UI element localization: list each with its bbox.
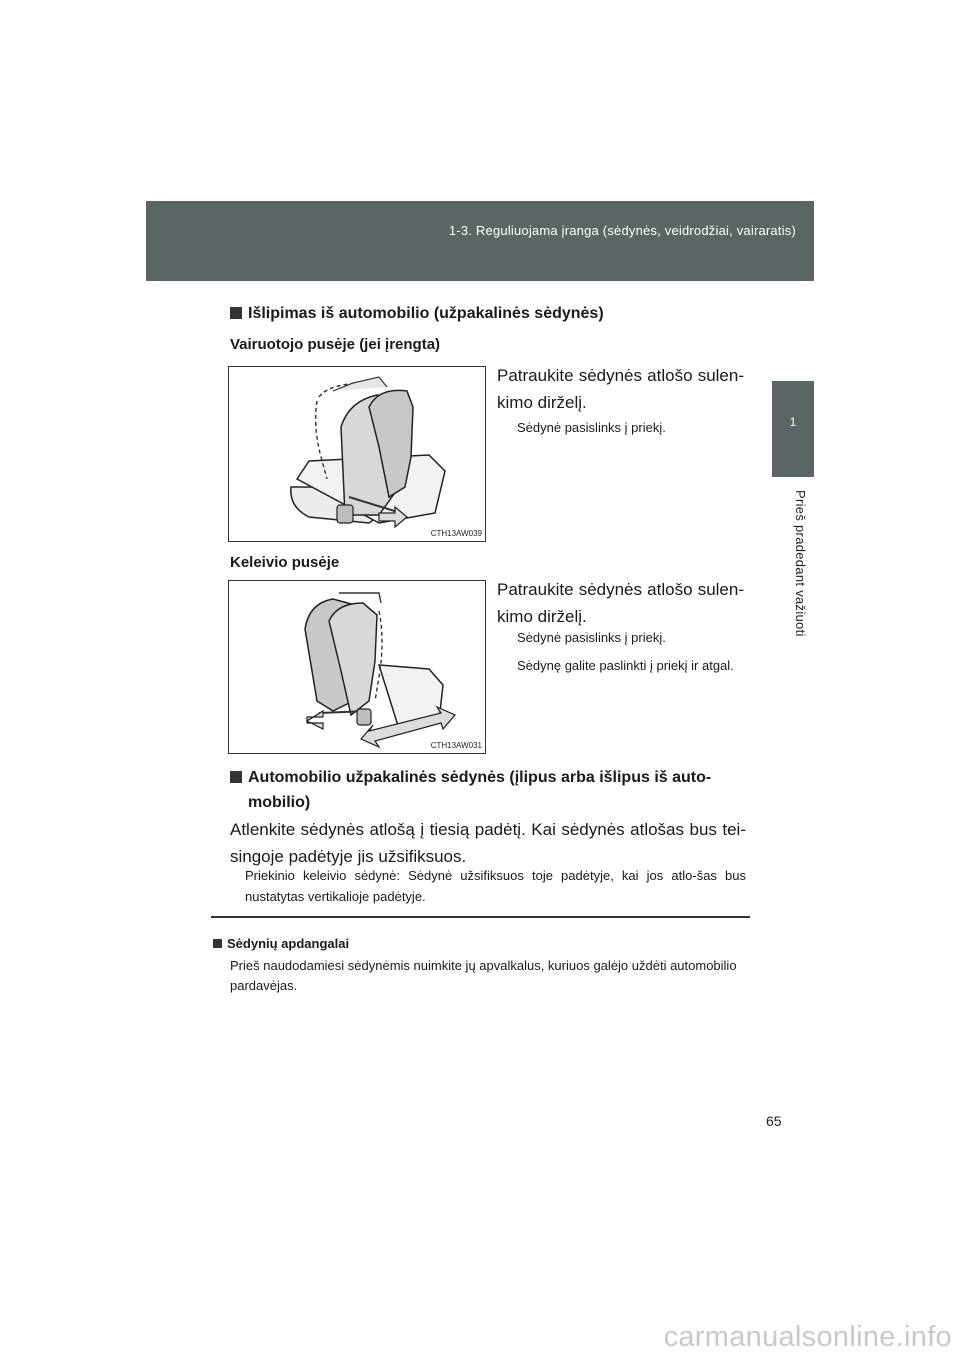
note-driver-forward: Sėdynė pasislinks į priekį.: [517, 420, 666, 435]
instruction-driver: Patraukite sėdynės atlošo sulen-kimo dirželį.: [497, 366, 744, 412]
section-heading-text: Išlipimas iš automobilio (užpakalinės sėdynės): [248, 305, 604, 322]
note-passenger-slide: Sėdynę galite paslinkti į priekį ir atgal.: [517, 658, 734, 673]
square-bullet-icon: [230, 307, 242, 319]
seat-illustration: [229, 367, 485, 541]
section-heading-text: Automobilio užpakalinės sėdynės (įlipus arba išlipus iš auto-mobilio): [248, 769, 712, 811]
section-heading-exit: [230, 305, 604, 323]
square-bullet-icon: [213, 939, 222, 948]
info-heading-text: Sėdynių apdangalai: [227, 936, 350, 951]
chapter-tab-title: Prieš pradedant važiuoti: [793, 490, 808, 637]
section-heading-rear-seats: [230, 765, 764, 815]
info-heading: [213, 936, 349, 951]
seat-illustration: [229, 581, 485, 753]
square-bullet-icon: [230, 771, 242, 783]
chapter-tab-number: 1: [789, 415, 797, 429]
subheading-passenger: Keleivio pusėje: [230, 554, 340, 571]
page-number: 65: [766, 1113, 782, 1129]
note-passenger-forward: Sėdynė pasislinks į priekį.: [517, 630, 666, 645]
chapter-header: [146, 201, 814, 281]
figure-driver-seat: [228, 366, 486, 542]
info-text: Prieš naudodamiesi sėdynėmis nuimkite jų apvalkalus, kuriuos galėjo uždėti automobilio pardavėjas.: [230, 958, 737, 993]
section-divider: [211, 916, 750, 918]
watermark: carmanualsonline.info: [663, 1321, 952, 1353]
rear-seats-body: Atlenkite sėdynės atlošą į tiesią padėtį. Kai sėdynės atlošas bus tei-singoje padėtyje jis užsifiksuos.: [230, 820, 746, 866]
figure-code: CTH13AW039: [430, 529, 482, 538]
figure-code: CTH13AW031: [430, 741, 482, 750]
chapter-tab[interactable]: [772, 381, 814, 477]
subheading-driver: Vairuotojo pusėje (jei įrengta): [230, 336, 441, 353]
chapter-path: 1-3. Reguliuojama įranga (sėdynės, veidrodžiai, vairaratis): [448, 223, 796, 238]
instruction-passenger: Patraukite sėdynės atlošo sulen-kimo dirželį.: [497, 580, 744, 626]
figure-passenger-seat: [228, 580, 486, 754]
rear-seats-note: Priekinio keleivio sėdynė: Sėdynė užsifiksuos toje padėtyje, kai jos atlo-šas bus nustatytas vertikalioje padėtyje.: [245, 868, 746, 904]
